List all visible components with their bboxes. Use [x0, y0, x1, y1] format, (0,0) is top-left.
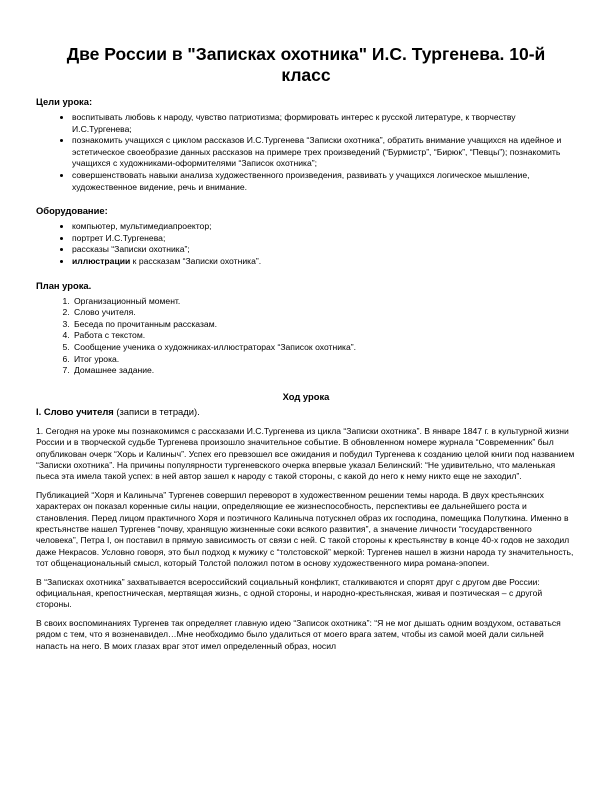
list-item: • познакомить учащихся с циклом рассказов И.С.Тургенева “Записки охотника”, обратить внимание учащихся на идейное и эстетическое своеобразие данных рассказов на примере трех произведений (“Бурмистр”, “Бирюк”, “Певцы”); познакомить учащихся с художниками-оформителями “Записок охотника”;: [72, 135, 576, 170]
course-heading: Ход урока: [282, 390, 330, 402]
section-heading: [36, 406, 576, 418]
list-item: [72, 256, 576, 268]
paragraph: Публикацией “Хоря и Калиныча” Тургенев совершил переворот в художественном решении темы народа. В двух крестьянских характерах он показал коренные силы нации, определяющие ее жизнеспособность, перспективы ее дальнейшего роста и становления. Перед лицом практичного Хоря и поэтичного Калиныча потускнел образ их господина, помещика Полуткина. Именно в крестьянстве нашел Тургенев “почву, хранящую жизненные соки всякого развития”, а значение личности “государственного человека”, Петра I, он поставил в прямую зависимость от связи с ней. С такой стороны к крестьянству в конце 40-х годов не заходил даже Некрасов. Условно говоря, это был подход к мужику с “толстовской” меркой: Тургенев нашел в жизни народа ту значительность, тот общенациональный смысл, который Толстой положил потом в основу художественного мира романа-эпопеи.: [36, 489, 574, 569]
list-item: 5. Сообщение ученика о художниках-иллюстраторах “Записок охотника”.: [72, 342, 576, 354]
paragraph: В своих воспоминаниях Тургенев так определяет главную идею “Записок охотника”: “Я не мог дышать одним воздухом, оставаться рядом с тем, что я возненавидел…Мне необходимо было удалиться от моего врага затем, чтобы из самой моей дали сильней напасть на него. В моих глазах враг этот имел определенный образ, носил: [36, 617, 561, 651]
list-item: • компьютер, мультимедиапроектор;: [72, 221, 576, 233]
paragraph: В “Записках охотника” захватывается всероссийский социальный конфликт, сталкиваются и спорят друг с другом две России: официальная, крепостническая, мертвящая жизнь, с одной стороны, и народно-крестьянская, живая и поэтическая – с другой стороны.: [36, 576, 543, 610]
list-item: 2. Слово учителя.: [72, 307, 576, 319]
section-note: (записи в тетради).: [113, 405, 200, 417]
plan-list: [36, 296, 576, 377]
list-item: • совершенствовать навыки анализа художественного произведения, развивать у учащихся логическое мышление, художественное видение, речь и внимание.: [72, 170, 576, 193]
paragraph: 1. Сегодня на уроке мы познакомимся с рассказами И.С.Тургенева из цикла “Записки охотника”. В январе 1847 г. в культурной жизни России и в творческой судьбе Тургенева произошло значительное событие. В обновленном номере журнала “Современник” был опубликован очерк “Хорь и Калиныч”. Успех его превзошел все ожидания и побудил Тургенева к созданию целой книги под названием “Записки охотника”. На причины популярности тургеневского очерка впервые указал Белинский: “Не удивительно, что маленькая пьеса эта имела такой успех: в ней автор зашел к народу с такой стороны, с какой до него к нему никто еще не заходил”.: [36, 425, 575, 482]
list-item: 6. Итог урока.: [72, 354, 576, 366]
equipment-label: Оборудование:: [36, 205, 108, 217]
plan-label: План урока.: [36, 279, 92, 291]
bold-text: иллюстрации: [72, 255, 131, 266]
list-item: • портрет И.С.Тургенева;: [72, 233, 576, 245]
list-item: 3. Беседа по прочитанным рассказам.: [72, 319, 576, 331]
list-item: 4. Работа с текстом.: [72, 330, 576, 342]
goals-list: [36, 112, 576, 193]
goals-label: Цели урока:: [36, 96, 93, 107]
list-item: 1. Организационный момент.: [72, 296, 576, 308]
equipment-list: [36, 221, 576, 267]
list-item: • рассказы “Записки охотника”;: [72, 244, 576, 256]
page-title: Две России в "Записках охотника" И.С. Тургенева. 10-й класс: [66, 44, 546, 85]
list-item-text: к рассказам “Записки охотника”.: [130, 255, 262, 266]
list-item: • воспитывать любовь к народу, чувство патриотизма; формировать интерес к русской литературе, к творчеству И.С.Тургенева;: [72, 112, 576, 135]
list-item: 7. Домашнее задание.: [72, 365, 576, 377]
section-title: I. Слово учителя: [36, 405, 114, 417]
